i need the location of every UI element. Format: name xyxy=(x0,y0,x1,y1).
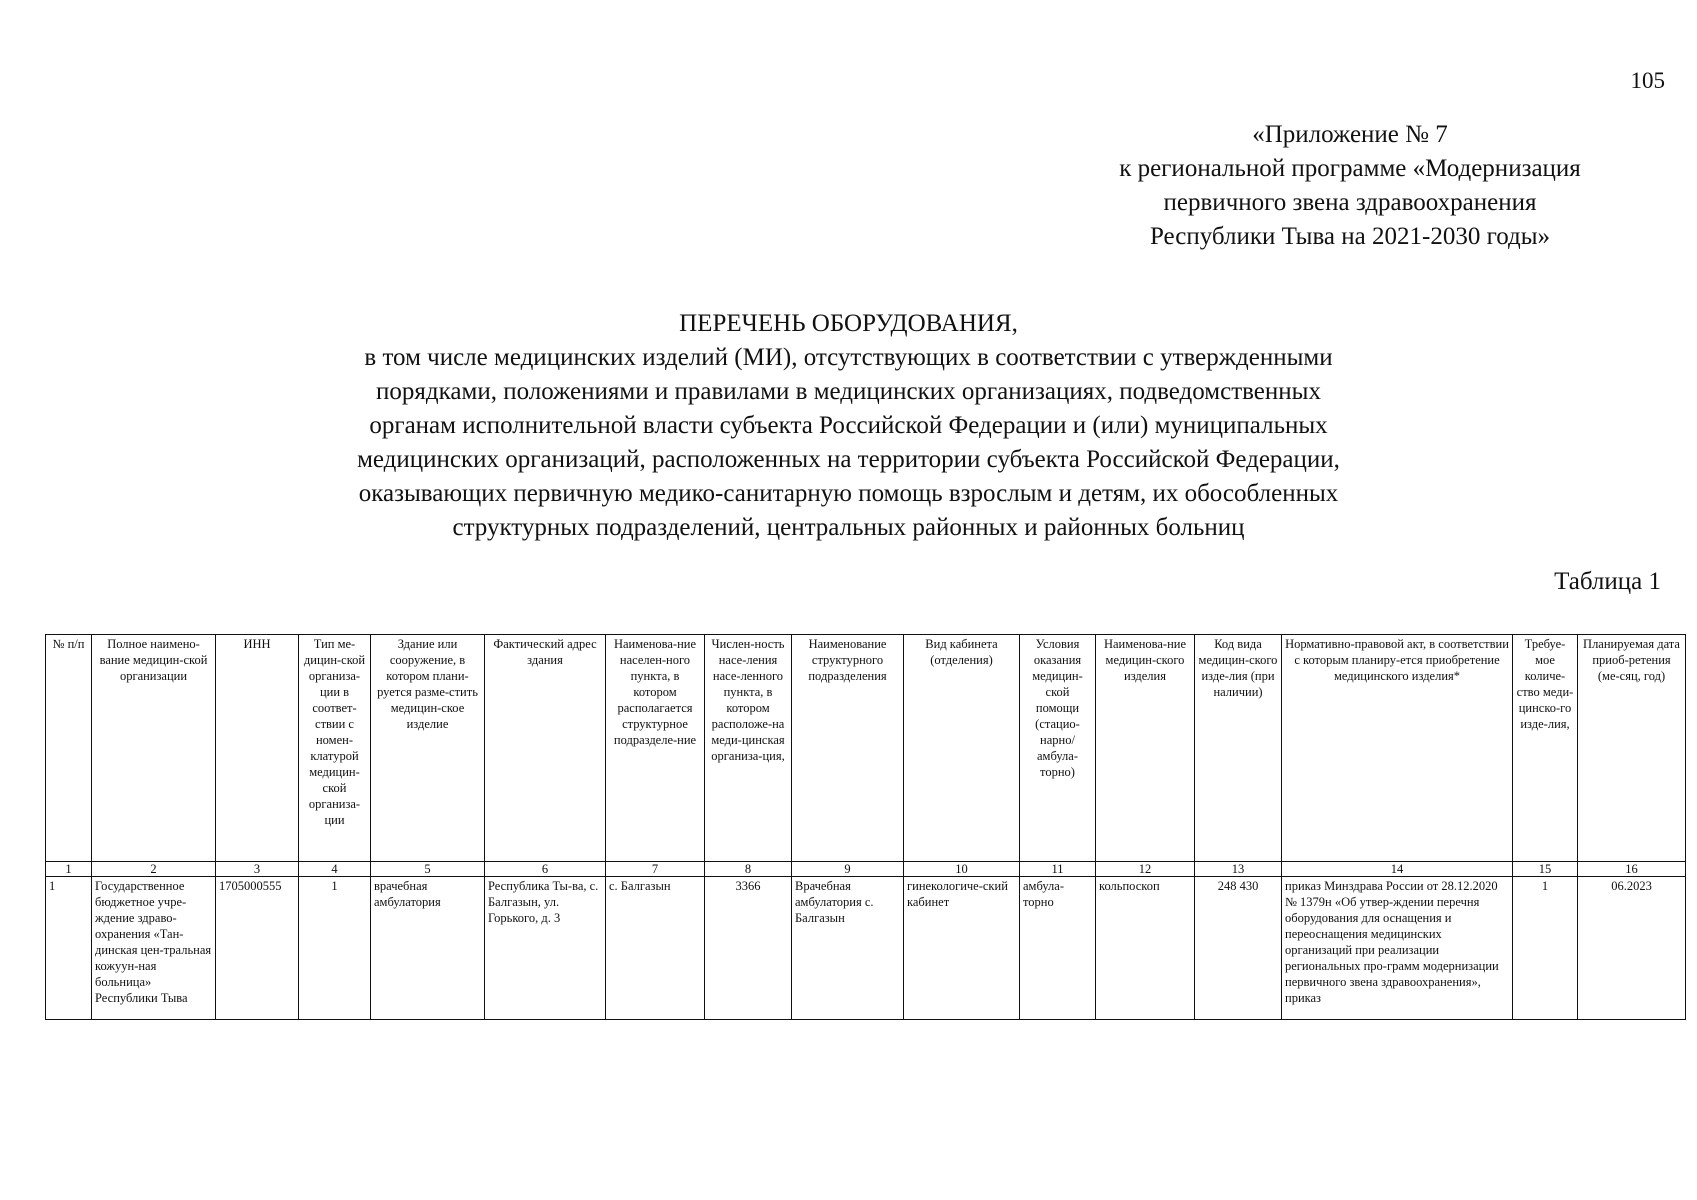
header-cell: Здание или сооружение, в котором плани-руется разме-стить медицин-ское изделие xyxy=(371,635,485,862)
header-cell: Планируемая дата приоб-ретения (ме-сяц, год) xyxy=(1578,635,1686,862)
title-line: порядками, положениями и правилами в медицинских организациях, подведомственных xyxy=(376,378,1321,405)
column-number: 10 xyxy=(904,862,1020,877)
appendix-reference xyxy=(1090,118,1610,254)
office-type-cell: гинекологиче-ский кабинет xyxy=(904,877,1020,1020)
column-number: 4 xyxy=(299,862,371,877)
device-code-cell: 248 430 xyxy=(1195,877,1282,1020)
header-cell: Наименова-ние населен-ного пункта, в котором располагается структурное подразделе-ние xyxy=(606,635,705,862)
column-number: 12 xyxy=(1096,862,1195,877)
column-number: 8 xyxy=(705,862,792,877)
column-number: 3 xyxy=(216,862,299,877)
table-label: Таблица 1 xyxy=(1554,568,1661,595)
column-number: 15 xyxy=(1513,862,1578,877)
population-cell: 3366 xyxy=(705,877,792,1020)
title-line: в том числе медицинских изделий (МИ), отсутствующих в соответствии с утвержденными xyxy=(364,344,1333,371)
title-line: органам исполнительной власти субъекта Российской Федерации и (или) муниципальных xyxy=(369,412,1328,439)
care-conditions-cell: амбула-торно xyxy=(1020,877,1096,1020)
header-cell: Код вида медицин-ского изде-лия (при наличии) xyxy=(1195,635,1282,862)
settlement-cell: с. Балгазын xyxy=(606,877,705,1020)
title-line: оказывающих первичную медико-санитарную помощь взрослым и детям, их обособленных xyxy=(358,480,1339,507)
column-number: 6 xyxy=(485,862,606,877)
appendix-line: Республики Тыва на 2021-2030 годы» xyxy=(1149,223,1551,250)
quantity-cell: 1 xyxy=(1513,877,1578,1020)
appendix-line: «Приложение № 7 xyxy=(1252,121,1448,148)
header-cell: Вид кабинета (отделения) xyxy=(904,635,1020,862)
column-number: 13 xyxy=(1195,862,1282,877)
legal-act-cell: приказ Минздрава России от 28.12.2020 № 1379н «Об утвер-ждении перечня оборудования для оснащения и переоснащения медицинских организаций при реализации региональных про-грамм модернизации первичного звена здравоохранения», приказ xyxy=(1282,877,1513,1020)
appendix-line: к региональной программе «Модернизация xyxy=(1119,155,1581,182)
structural-unit-cell: Врачебная амбулатория с. Балгазын xyxy=(792,877,904,1020)
header-cell: Наименование структурного подразделения xyxy=(792,635,904,862)
table-header-row xyxy=(46,635,1686,862)
header-cell: Фактический адрес здания xyxy=(485,635,606,862)
header-cell: Условия оказания медицин-ской помощи (стацио-нарно/ амбула-торно) xyxy=(1020,635,1096,862)
table-row xyxy=(46,877,1686,1020)
device-name-cell: кольпоскоп xyxy=(1096,877,1195,1020)
header-cell: Тип ме-дицин-ской организа-ции в соответ-ствии с номен-клатурой медицин-ской организа-ции xyxy=(299,635,371,862)
header-cell: Полное наимено-вание медицин-ской организации xyxy=(92,635,216,862)
header-cell: ИНН xyxy=(216,635,299,862)
row-number-cell: 1 xyxy=(46,877,92,1020)
title-line: структурных подразделений, центральных районных и районных больниц xyxy=(452,514,1245,541)
appendix-line: первичного звена здравоохранения xyxy=(1163,189,1537,216)
column-number-row xyxy=(46,862,1686,877)
building-cell: врачебная амбулатория xyxy=(371,877,485,1020)
column-number: 9 xyxy=(792,862,904,877)
page-number: 105 xyxy=(1630,68,1665,93)
title-line: медицинских организаций, расположенных на территории субъекта Российской Федерации, xyxy=(357,446,1340,473)
inn-cell: 1705000555 xyxy=(216,877,299,1020)
organization-type-cell: 1 xyxy=(299,877,371,1020)
title-line: ПЕРЕЧЕНЬ ОБОРУДОВАНИЯ, xyxy=(679,310,1018,337)
equipment-table xyxy=(45,634,1686,1020)
header-cell: Наименова-ние медицин-ского изделия xyxy=(1096,635,1195,862)
column-number: 16 xyxy=(1578,862,1686,877)
document-title xyxy=(0,307,1697,545)
column-number: 2 xyxy=(92,862,216,877)
column-number: 1 xyxy=(46,862,92,877)
header-cell: Требуе-мое количе-ство меди-цинско-го изде-лия, xyxy=(1513,635,1578,862)
header-cell: Числен-ность насе-ления насе-ленного пункта, в котором расположе-на меди-цинская организа-ция, xyxy=(705,635,792,862)
column-number: 7 xyxy=(606,862,705,877)
organization-name-cell: Государственное бюджетное учре-ждение здраво-охранения «Тан-динская цен-тральная кожуун-ная больница» Республики Тыва xyxy=(92,877,216,1020)
purchase-date-cell: 06.2023 xyxy=(1578,877,1686,1020)
header-cell: № п/п xyxy=(46,635,92,862)
column-number: 11 xyxy=(1020,862,1096,877)
column-number: 14 xyxy=(1282,862,1513,877)
header-cell: Нормативно-правовой акт, в соответствии с которым планиру-ется приобретение медицинского изделия* xyxy=(1282,635,1513,862)
address-cell: Республика Ты-ва, с. Балгазын, ул. Горького, д. 3 xyxy=(485,877,606,1020)
column-number: 5 xyxy=(371,862,485,877)
